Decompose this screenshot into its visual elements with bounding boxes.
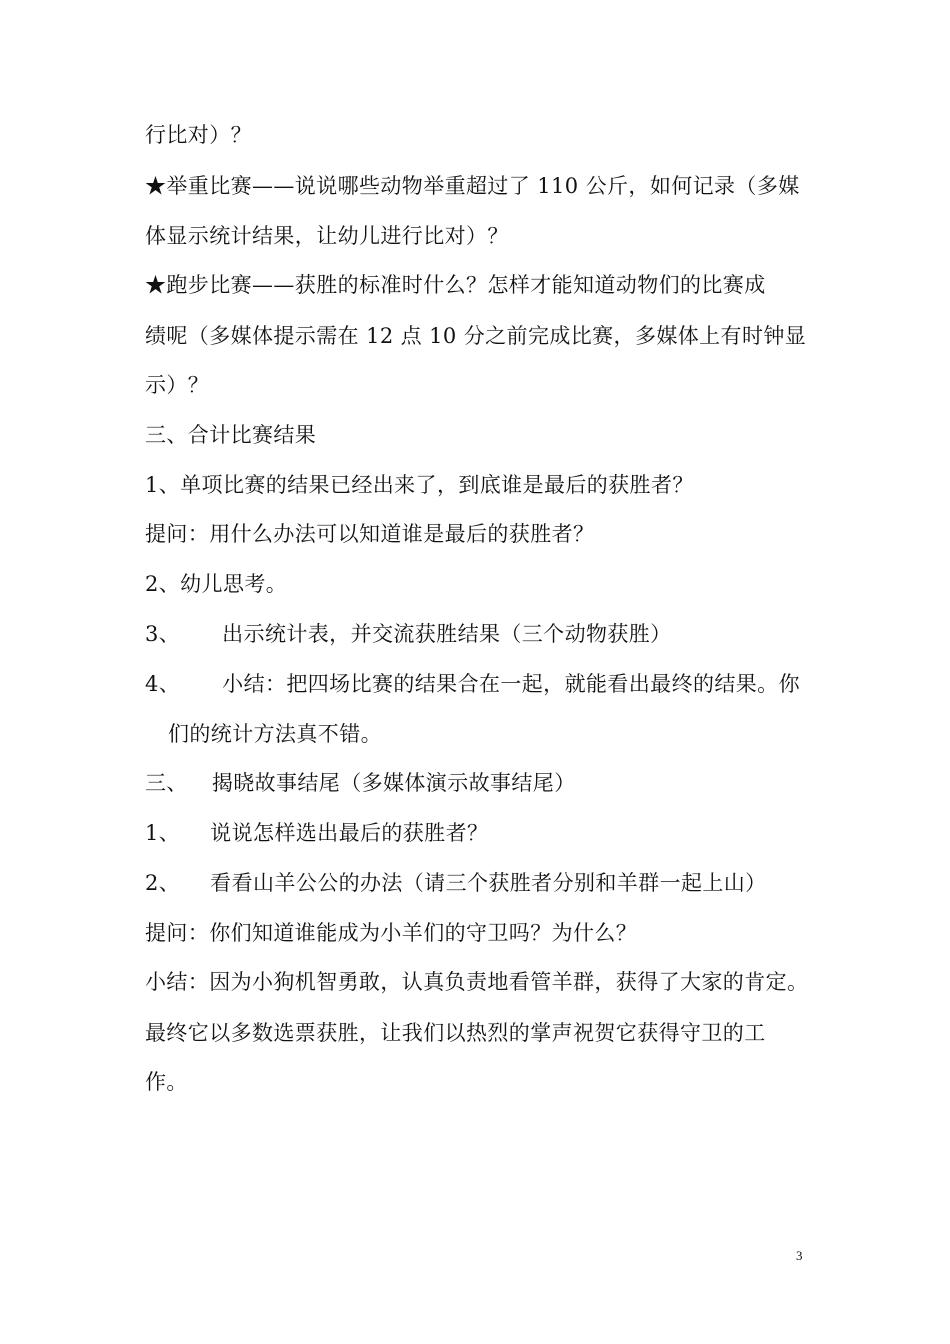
list-marker: 4、 bbox=[145, 672, 181, 696]
section-heading-text: 揭晓故事结尾（多媒体演示故事结尾） bbox=[211, 771, 576, 795]
list-item bbox=[145, 868, 767, 898]
paragraph-line: 小结：因为小狗机智勇敢，认真负责地看管羊群，获得了大家的肯定。 bbox=[145, 970, 809, 994]
list-item bbox=[145, 619, 672, 649]
paragraph-line: 提问：你们知道谁能成为小羊们的守卫吗？为什么？ bbox=[145, 921, 638, 945]
paragraph-line: 们的统计方法真不错。 bbox=[168, 722, 382, 746]
paragraph-line: ★举重比赛——说说哪些动物举重超过了 110 公斤，如何记录（多媒 bbox=[145, 174, 800, 198]
list-item-text: 出示统计表，并交流获胜结果（三个动物获胜） bbox=[222, 622, 672, 646]
list-item-text: 说说怎样选出最后的获胜者？ bbox=[210, 821, 489, 845]
list-marker: 3、 bbox=[145, 622, 181, 646]
list-item bbox=[145, 669, 800, 699]
list-item-text: 小结：把四场比赛的结果合在一起，就能看出最终的结果。你 bbox=[222, 672, 800, 696]
paragraph-line: 作。 bbox=[145, 1070, 188, 1094]
list-marker: 2、 bbox=[145, 871, 181, 895]
list-marker: 1、 bbox=[145, 821, 181, 845]
paragraph-line: 绩呢（多媒体提示需在 12 点 10 分之前完成比赛，多媒体上有时钟显 bbox=[145, 324, 807, 348]
list-item-text: 看看山羊公公的办法（请三个获胜者分别和羊群一起上山） bbox=[210, 871, 767, 895]
paragraph-line: ★跑步比赛——获胜的标准时什么？怎样才能知道动物们的比赛成 bbox=[145, 273, 766, 297]
paragraph-line: 最终它以多数选票获胜，让我们以热烈的掌声祝贺它获得守卫的工 bbox=[145, 1021, 766, 1045]
paragraph-line: 行比对）？ bbox=[145, 123, 252, 147]
section-heading bbox=[145, 768, 576, 798]
list-item: 1、单项比赛的结果已经出来了，到底谁是最后的获胜者？ bbox=[145, 473, 694, 497]
page-number: 3 bbox=[796, 1248, 803, 1263]
section-heading: 三、合计比赛结果 bbox=[145, 423, 317, 447]
paragraph-line: 体显示统计结果，让幼儿进行比对）？ bbox=[145, 224, 509, 248]
section-marker: 三、 bbox=[145, 771, 188, 795]
list-item: 2、幼儿思考。 bbox=[145, 572, 288, 596]
paragraph-line: 示）？ bbox=[145, 373, 210, 397]
list-item bbox=[145, 818, 488, 848]
paragraph-line: 提问：用什么办法可以知道谁是最后的获胜者？ bbox=[145, 522, 595, 546]
